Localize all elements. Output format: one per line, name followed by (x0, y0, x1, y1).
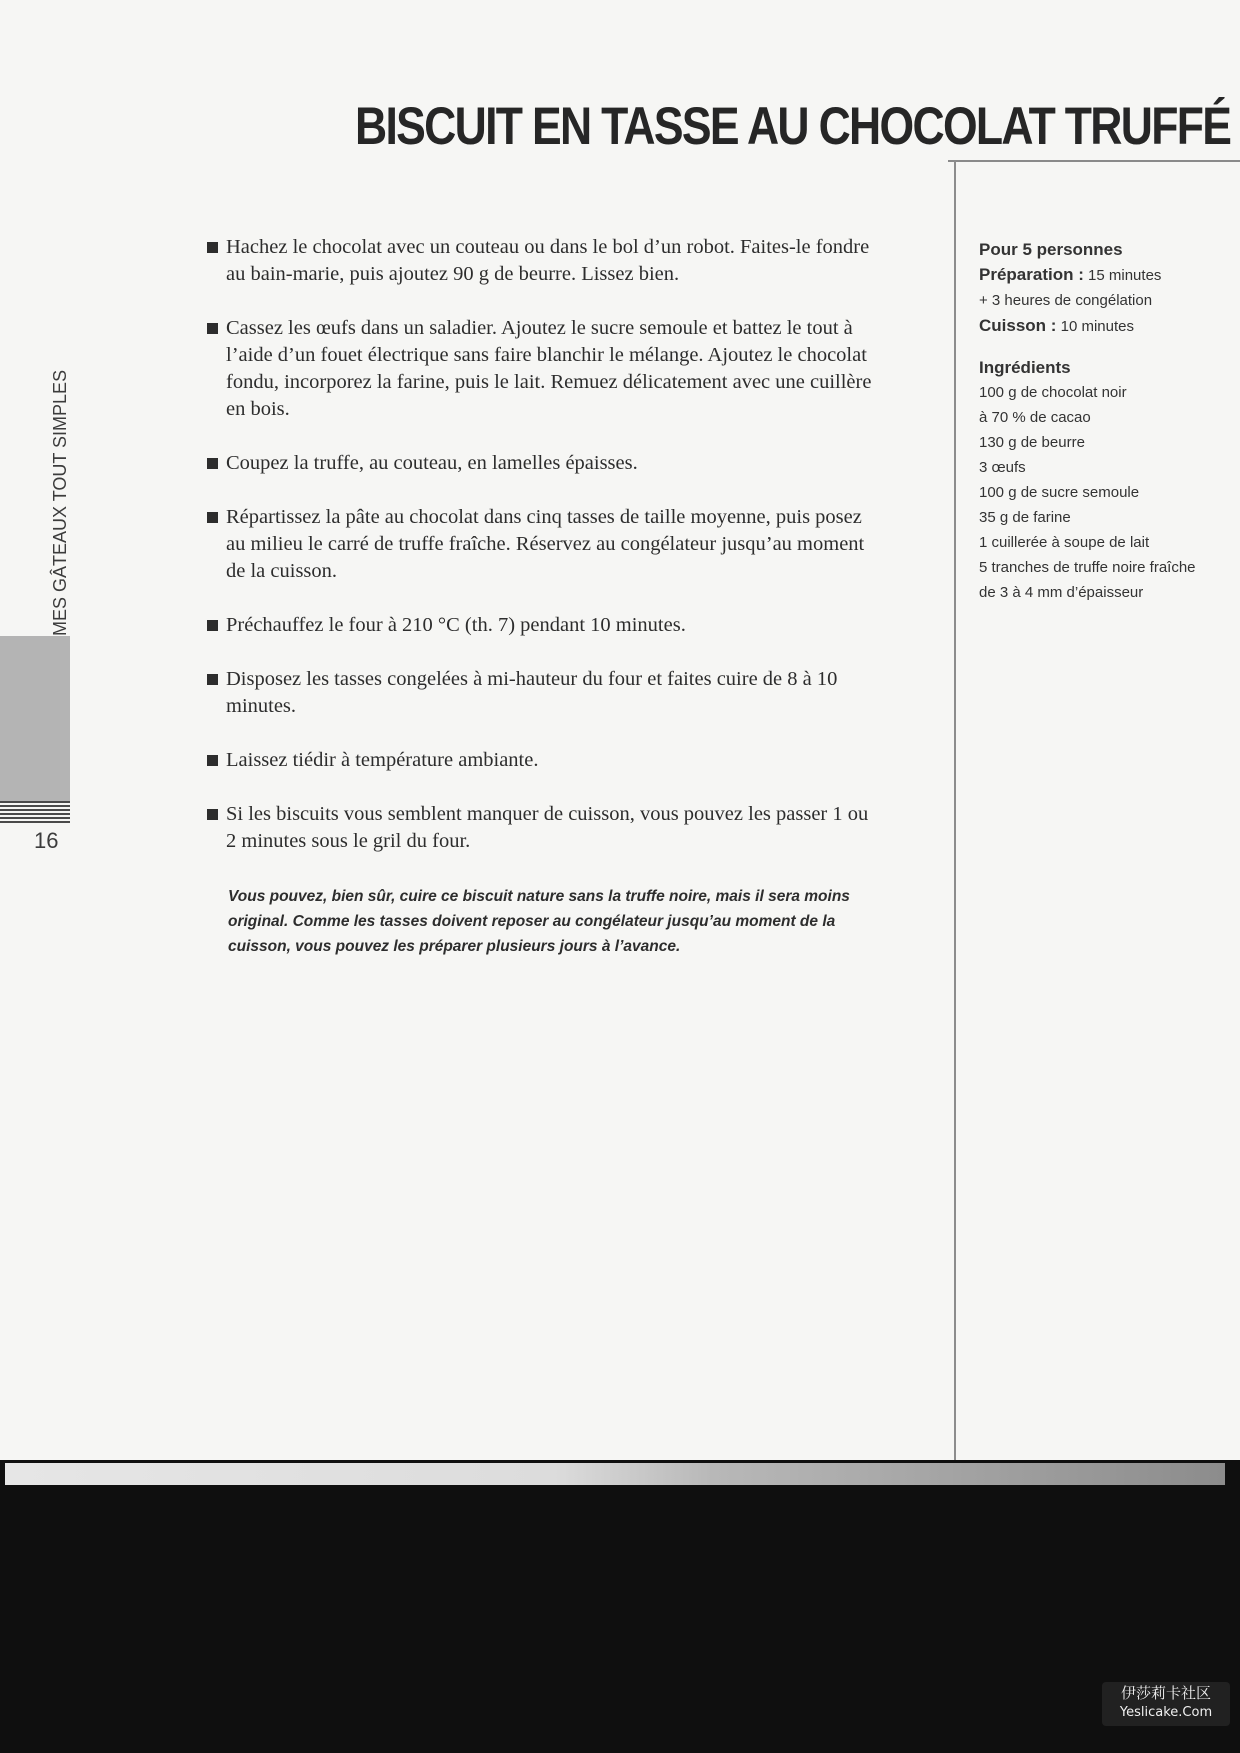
title-rule (948, 160, 1240, 162)
page-number: 16 (34, 828, 59, 853)
prep-extra: + 3 heures de congélation (979, 292, 1153, 309)
square-bullet-icon (207, 755, 218, 766)
cook-time (979, 313, 1239, 339)
recipe-title: BISCUIT EN TASSE AU CHOCOLAT TRUFFÉ (355, 97, 1231, 156)
ingredient-item: 100 g de sucre semoule (979, 484, 1140, 501)
recipe-step (207, 315, 872, 423)
ingredients-heading: Ingrédients (979, 358, 1071, 377)
side-tab-bar (0, 636, 70, 801)
step-text: Si les biscuits vous semblent manquer de cuisson, vous pouvez les passer 1 ou 2 minutes sous le gril du four. (226, 803, 869, 852)
ingredient-item: 100 g de chocolat noir (979, 384, 1127, 401)
square-bullet-icon (207, 512, 218, 523)
step-text: Coupez la truffe, au couteau, en lamelles épaisses. (226, 452, 638, 474)
watermark (1102, 1682, 1230, 1726)
square-bullet-icon (207, 458, 218, 469)
ingredient-item: de 3 à 4 mm d’épaisseur (979, 584, 1144, 601)
ingredient-item: 35 g de farine (979, 509, 1071, 526)
watermark-text: 伊莎莉卡社区 (1120, 1684, 1211, 1702)
recipe-step (207, 801, 872, 855)
step-text: Hachez le chocolat avec un couteau ou dans le bol d’un robot. Faites-le fondre au bain-marie, puis ajoutez 90 g de beurre. Lissez bien. (226, 236, 870, 285)
step-text: Préchauffez le four à 210 °C (th. 7) pendant 10 minutes. (226, 614, 686, 636)
ingredient-item: 1 cuillerée à soupe de lait (979, 534, 1150, 551)
cook-value: 10 minutes (1060, 318, 1134, 335)
square-bullet-icon (207, 620, 218, 631)
step-text: Répartissez la pâte au chocolat dans cinq tasses de taille moyenne, puis posez au milieu le carré de truffe fraîche. Réservez au congélateur jusqu’au moment de la cuisson. (226, 506, 865, 582)
recipe-step (207, 612, 872, 639)
cook-label: Cuisson : (979, 316, 1057, 335)
step-text: Cassez les œufs dans un saladier. Ajoutez le sucre semoule et battez le tout à l’aide d’un fouet électrique sans faire blanchir le mélange. Ajoutez le chocolat fondu, incorporez la farine, puis le lait. Remuez délicatement avec une cuillère en bois. (226, 317, 872, 420)
prep-label: Préparation : (979, 265, 1084, 284)
recipe-step (207, 666, 872, 720)
side-book-title: MES GÂTEAUX TOUT SIMPLES (50, 369, 70, 636)
prep-value: 15 minutes (1088, 267, 1162, 284)
recipe-step (207, 450, 872, 477)
column-divider (954, 160, 956, 1460)
recipe-step (207, 234, 872, 288)
ingredient-item: 3 œufs (979, 459, 1026, 476)
square-bullet-icon (207, 323, 218, 334)
square-bullet-icon (207, 809, 218, 820)
side-decorative-lines (0, 801, 70, 823)
square-bullet-icon (207, 674, 218, 685)
square-bullet-icon (207, 242, 218, 253)
scan-edge-strip (5, 1463, 1225, 1485)
ingredient-item: à 70 % de cacao (979, 409, 1091, 426)
step-text: Disposez les tasses congelées à mi-hauteur du four et faites cuire de 8 à 10 minutes. (226, 668, 838, 717)
ingredient-item: 5 tranches de truffe noire fraîche (979, 559, 1196, 576)
recipe-steps (207, 234, 872, 882)
recipe-step (207, 504, 872, 585)
scan-dark-footer (0, 1460, 1240, 1753)
recipe-info-sidebar (979, 237, 1239, 605)
recipe-tip: Vous pouvez, bien sûr, cuire ce biscuit nature sans la truffe noire, mais il sera moins original. Comme les tasses doivent reposer au congélateur jusqu’au moment de la cuisson, vous pouvez les préparer plusieurs jours à l’avance. (228, 888, 850, 955)
recipe-step (207, 747, 872, 774)
ingredient-item: 130 g de beurre (979, 434, 1085, 451)
prep-time (979, 262, 1239, 288)
servings: Pour 5 personnes (979, 240, 1123, 259)
watermark-url: Yeslicake.Com (1119, 1705, 1213, 1720)
step-text: Laissez tiédir à température ambiante. (226, 749, 539, 771)
